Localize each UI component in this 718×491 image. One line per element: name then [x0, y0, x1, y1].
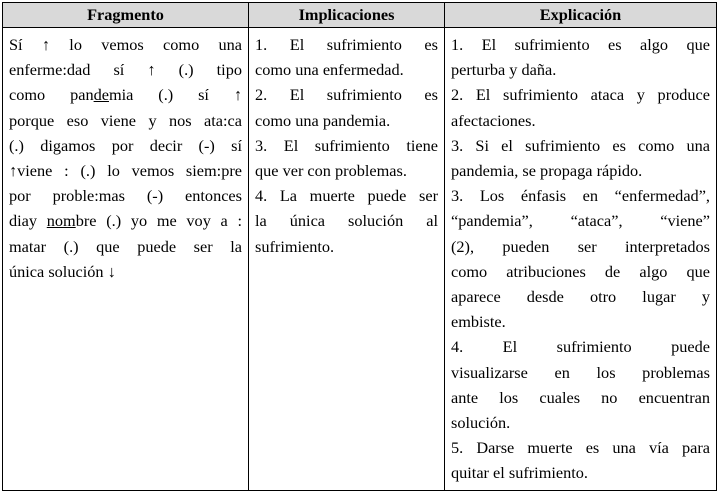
fragment-line: enferme:dad sí ↑ (.) tipo [9, 60, 242, 80]
explanation-line: solución. [451, 413, 511, 433]
implication-line: 2. El sufrimiento es [255, 85, 438, 105]
implication-line: 1. El sufrimiento es [255, 35, 438, 54]
explanation-line: perturba y daña. [451, 60, 557, 80]
explanation-line: 3. Si el sufrimiento es como una [451, 135, 710, 155]
fragment-line: diay nombre (.) yo me voy a : [9, 211, 243, 231]
fragment-line: matar (.) que puede ser la [9, 236, 242, 256]
explanation-line: visualizarse en los problemas [451, 362, 710, 382]
fragment-line: como pandemia (.) sí ↑ [9, 85, 243, 105]
implication-line: como una enfermedad. [255, 60, 404, 80]
implication-line: 3. El sufrimiento tiene [255, 135, 438, 155]
implication-line: sufrimiento. [255, 236, 335, 256]
explanation-line: quitar el sufrimiento. [451, 463, 588, 483]
explanation-cell [445, 28, 717, 491]
header-explicacion: Explicación [445, 3, 717, 28]
explanation-line: embiste. [451, 312, 506, 332]
explanation-line: 5. Darse muerte es una vía para [451, 438, 710, 458]
implication-line: 4. La muerte puede ser [255, 186, 438, 206]
explanation-line: ante los cuales no encuentran [451, 387, 710, 407]
emphasis-underline: nom [46, 211, 76, 231]
header-implicaciones: Implicaciones [249, 3, 445, 28]
analysis-table [2, 2, 717, 491]
header-fragmento: Fragmento [3, 3, 249, 28]
explanation-line: como atribuciones de algo que [451, 261, 710, 281]
fragment-line: Sí ↑ lo vemos como una [9, 35, 242, 54]
fragment-line: porque eso viene y nos ata:ca [9, 110, 242, 130]
explanation-line: afectaciones. [451, 110, 536, 130]
implication-line: la única solución al [255, 211, 438, 231]
implication-line: que ver con problemas. [255, 161, 407, 181]
fragment-line: ↑viene : (.) lo vemos siem:pre [9, 161, 242, 181]
fragment-line: por proble:mas (-) entonces [9, 186, 242, 206]
table-row [3, 28, 717, 491]
explanation-line: 3. Los énfasis en “enfermedad”, [451, 186, 710, 206]
implications-cell [249, 28, 445, 491]
fragment-cell [3, 28, 249, 491]
explanation-line: 2. El sufrimiento ataca y produce [451, 85, 710, 105]
fragment-line: única solución ↓ [9, 261, 116, 281]
table-header-row [3, 3, 717, 28]
implication-line: como una pandemia. [255, 110, 391, 130]
explanation-line: 1. El sufrimiento es algo que [451, 35, 710, 54]
fragment-line: (.) digamos por decir (-) sí [9, 135, 242, 155]
explanation-line: 4. El sufrimiento puede [451, 337, 710, 357]
explanation-line: pandemia, se propaga rápido. [451, 161, 643, 181]
explanation-line: aparece desde otro lugar y [451, 287, 710, 307]
emphasis-underline: de [93, 85, 109, 105]
explanation-line: (2), pueden ser interpretados [451, 236, 710, 256]
explanation-line: “pandemia”, “ataca”, “viene” [451, 211, 710, 231]
